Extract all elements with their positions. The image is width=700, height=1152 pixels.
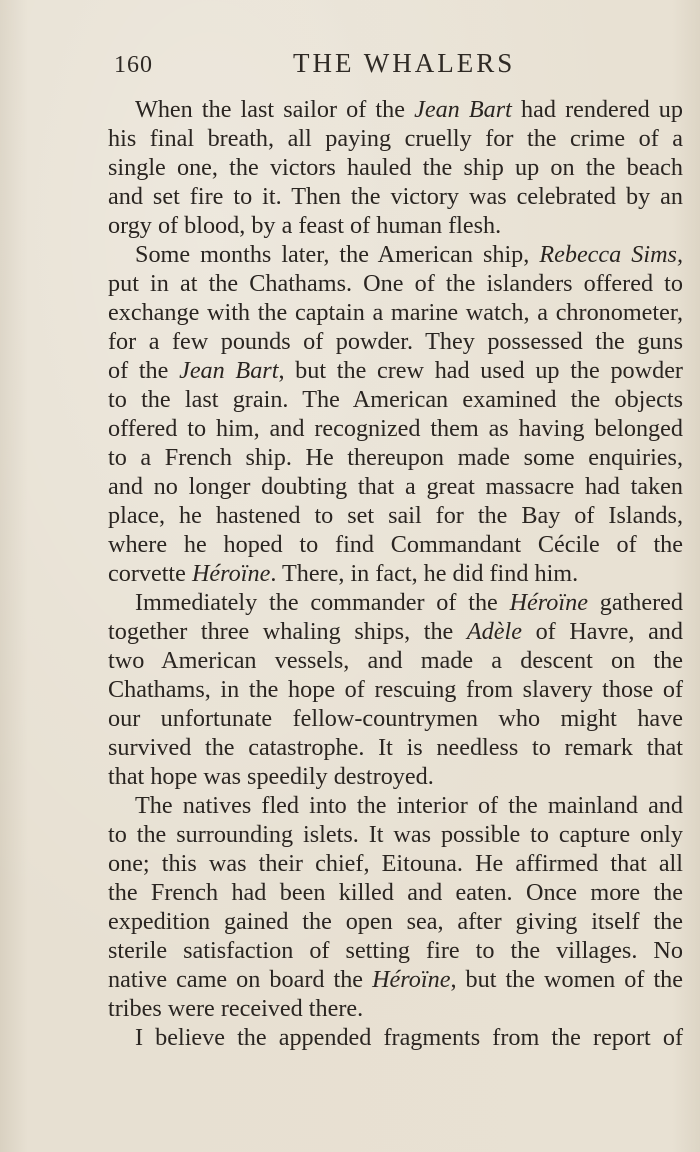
text-line — [108, 559, 683, 588]
text-fragment: survived the catastrophe. It is needless to remark that — [108, 734, 683, 761]
text-line — [108, 530, 683, 559]
text-fragment: one; this was their chief, Eitouna. He affirmed that all — [108, 850, 683, 877]
body-text — [108, 95, 683, 1052]
text-fragment: single one, the victors hauled the ship up on the beach — [108, 154, 683, 181]
text-fragment: two American vessels, and made a descent on the — [108, 647, 683, 674]
text-line — [108, 1023, 683, 1052]
text-line — [108, 443, 683, 472]
italic-ship-name: Héroïne — [509, 589, 588, 616]
text-line — [108, 182, 683, 211]
text-fragment: where he hoped to find Commandant Cécile of the — [108, 531, 683, 558]
text-line — [108, 327, 683, 356]
text-line — [108, 994, 683, 1023]
text-fragment: orgy of blood, by a feast of human flesh. — [108, 212, 502, 239]
text-line — [108, 211, 683, 240]
text-line — [108, 820, 683, 849]
text-line — [108, 849, 683, 878]
text-fragment: expedition gained the open sea, after giving itself the — [108, 908, 683, 935]
italic-ship-name: Jean Bart — [179, 357, 279, 384]
text-fragment: Chathams, in the hope of rescuing from slavery those of — [108, 676, 683, 703]
text-line — [108, 298, 683, 327]
text-line — [108, 501, 683, 530]
text-fragment: together three whaling ships, the — [108, 618, 467, 645]
text-fragment: to the surrounding islets. It was possible to capture only — [108, 821, 683, 848]
italic-ship-name: Héroïne — [372, 966, 451, 993]
text-line — [108, 936, 683, 965]
text-fragment: his final breath, all paying cruelly for the crime of a — [108, 125, 683, 152]
text-line — [108, 124, 683, 153]
text-line — [108, 240, 683, 269]
text-fragment: , but the crew had used up the powder — [278, 357, 683, 384]
text-line — [108, 704, 683, 733]
italic-ship-name: Héroïne — [191, 560, 271, 587]
text-fragment: native came on board the — [108, 966, 373, 993]
text-fragment: offered to him, and recognized them as having belonged — [108, 415, 683, 442]
text-line — [108, 907, 683, 936]
text-line — [108, 791, 683, 820]
text-line — [108, 646, 683, 675]
text-fragment: had rendered up — [511, 96, 683, 123]
text-fragment: place, he hastened to set sail for the Bay of Islands, — [108, 502, 683, 529]
text-fragment: I believe the appended fragments from the report of — [135, 1024, 683, 1051]
text-line — [108, 588, 683, 617]
text-fragment: exchange with the captain a marine watch, a chronometer, — [108, 299, 683, 326]
text-fragment: When the last sailor of the — [135, 96, 415, 123]
text-line — [108, 472, 683, 501]
text-line — [108, 762, 683, 791]
text-line — [108, 675, 683, 704]
running-title: THE WHALERS — [293, 48, 516, 78]
text-line — [108, 385, 683, 414]
text-fragment: corvette — [108, 560, 192, 587]
text-fragment: to a French ship. He thereupon made some enquiries, — [108, 444, 683, 471]
page-number: 160 — [114, 52, 153, 78]
text-fragment: and set fire to it. Then the victory was celebrated by an — [108, 183, 683, 210]
text-fragment: gathered — [587, 589, 683, 616]
text-fragment: put in at the Chathams. One of the islanders offered to — [108, 270, 683, 297]
text-fragment: The natives fled into the interior of the mainland and — [135, 792, 683, 819]
italic-ship-name: Adèle — [466, 618, 522, 645]
text-fragment: to the last grain. The American examined the objects — [108, 386, 683, 413]
page-header — [108, 48, 683, 82]
text-line — [108, 733, 683, 762]
text-fragment: of the — [108, 357, 180, 384]
text-fragment: of Havre, and — [521, 618, 683, 645]
text-line — [108, 965, 683, 994]
text-fragment: the French had been killed and eaten. Once more the — [108, 879, 683, 906]
italic-ship-name: Jean Bart — [414, 96, 512, 123]
text-fragment: our unfortunate fellow-countrymen who might have — [108, 705, 683, 732]
text-fragment: . There, in fact, he did find him. — [270, 560, 579, 587]
text-fragment: that hope was speedily destroyed. — [108, 763, 434, 790]
text-fragment: tribes were received there. — [108, 995, 364, 1022]
text-fragment: , but the women of the — [450, 966, 683, 993]
text-fragment: sterile satisfaction of setting fire to the villages. No — [108, 937, 683, 964]
text-line — [108, 95, 683, 124]
text-line — [108, 414, 683, 443]
text-line — [108, 269, 683, 298]
text-line — [108, 153, 683, 182]
text-fragment: Some months later, the American ship, — [135, 241, 540, 268]
text-line — [108, 617, 683, 646]
text-fragment: Immediately the commander of the — [135, 589, 510, 616]
text-fragment: and no longer doubting that a great massacre had taken — [108, 473, 683, 500]
italic-ship-name: Rebecca Sims, — [539, 241, 683, 268]
text-line — [108, 356, 683, 385]
text-line — [108, 878, 683, 907]
text-fragment: for a few pounds of powder. They possessed the guns — [108, 328, 683, 355]
